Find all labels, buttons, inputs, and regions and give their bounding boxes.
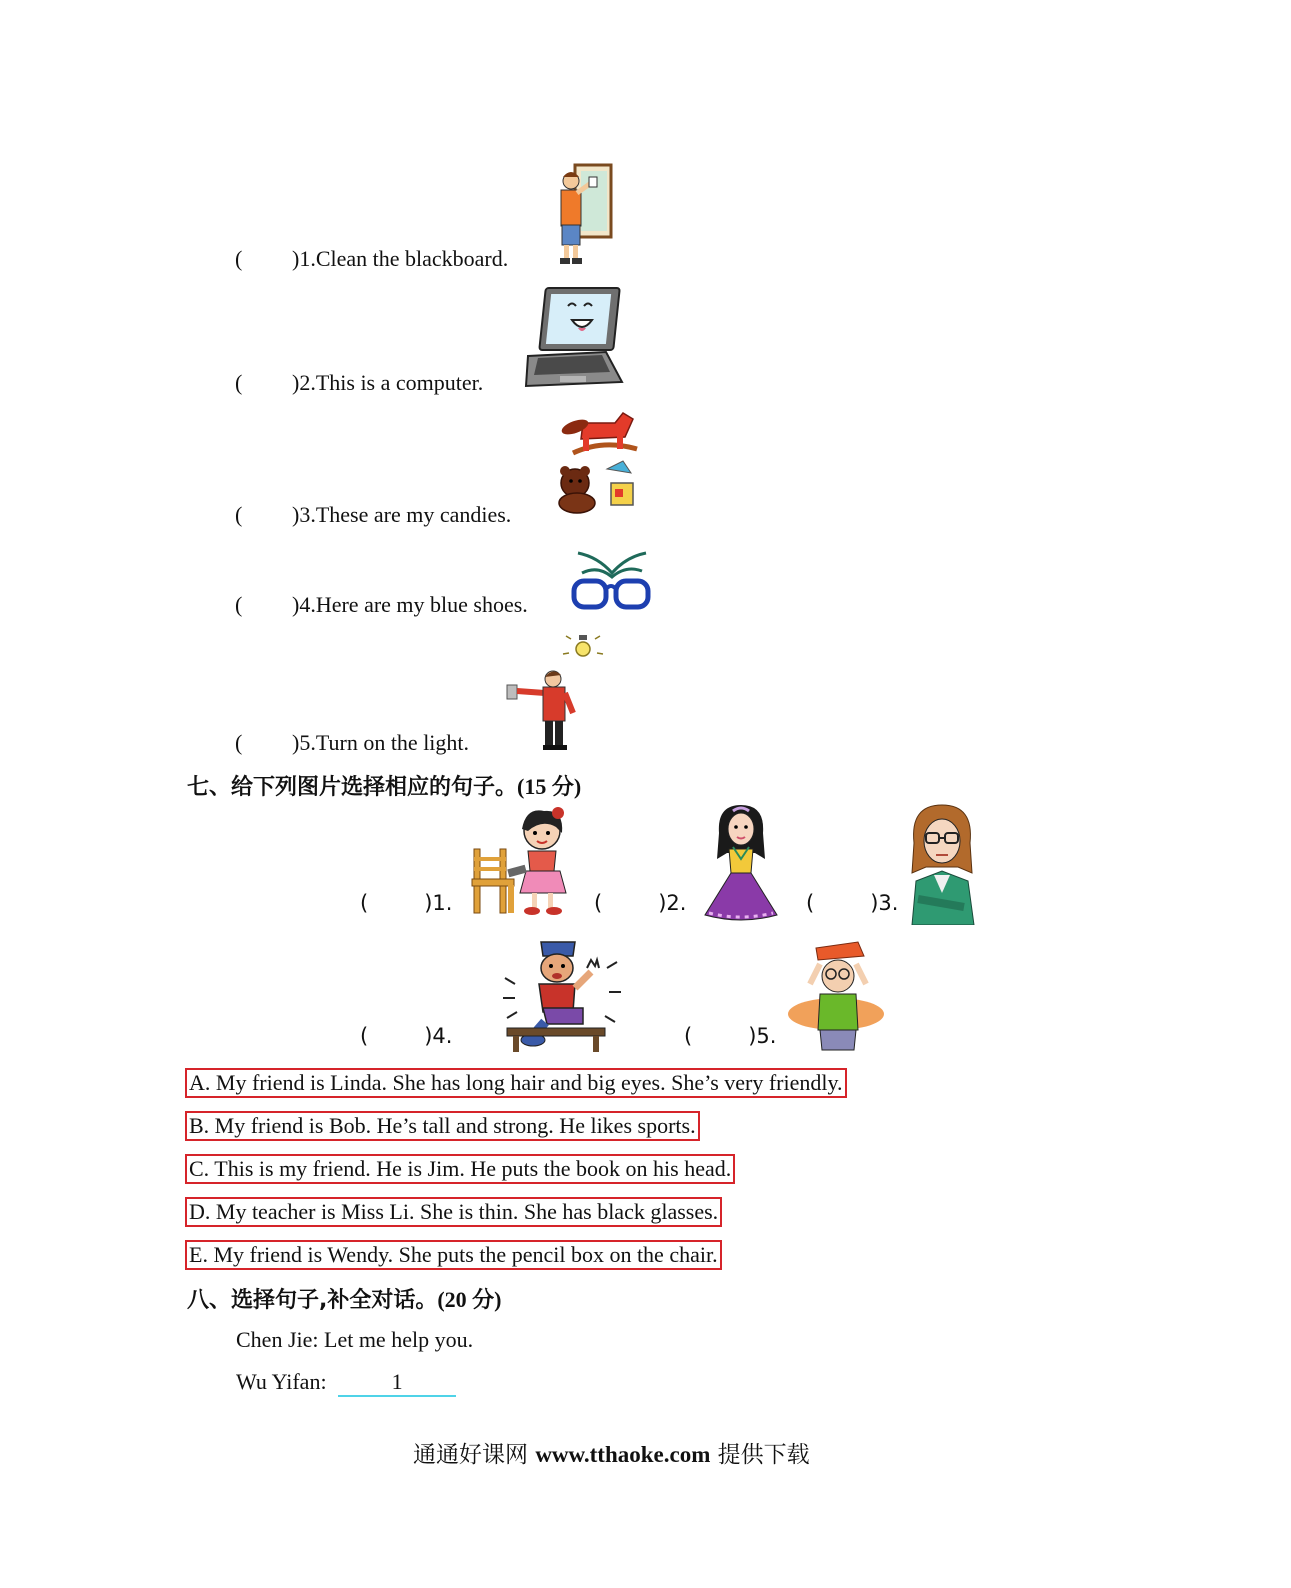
answer-paren: (: [235, 730, 243, 755]
footer-prefix: 通通好课网: [413, 1442, 528, 1468]
answer-paren: (: [594, 891, 603, 915]
item-text: )4.Here are my blue shoes.: [292, 592, 528, 617]
glasses-picture: [568, 547, 654, 613]
speaker: Wu Yifan:: [236, 1369, 327, 1394]
section-title-text: 八、选择句子,补全对话。: [187, 1288, 438, 1313]
answer-paren: (: [360, 891, 369, 915]
footer-suffix: 提供下载: [717, 1442, 810, 1468]
dialog-line-2: [236, 1369, 456, 1397]
answer-paren: (: [360, 1024, 369, 1048]
boy-cleaning-window-picture: [553, 163, 613, 268]
answer-paren: (: [235, 370, 243, 395]
turn-on-light-picture: [505, 635, 605, 753]
speaker: Chen Jie:: [236, 1327, 319, 1352]
boy-jumping-hurdle-picture: [503, 938, 621, 1054]
option-text: B. My friend is Bob. He’s tall and strong. He likes sports.: [189, 1113, 696, 1138]
pic-label-2: [594, 891, 686, 915]
footer-url[interactable]: www.tthaoke.com: [535, 1442, 711, 1467]
pic-label-5: [684, 1024, 776, 1048]
answer-paren: (: [235, 592, 243, 617]
option-b: [185, 1111, 700, 1141]
section-title-text: 七、给下列图片选择相应的句子。: [187, 775, 518, 800]
section-8-title: [187, 1283, 502, 1314]
girl-with-chair-picture: [470, 805, 574, 917]
answer-paren: (: [684, 1024, 693, 1048]
section-7-title: [187, 770, 581, 801]
option-text: E. My friend is Wendy. She puts the pencil box on the chair.: [189, 1242, 718, 1267]
option-e: [185, 1240, 722, 1270]
section-score: (15 分): [517, 774, 582, 799]
answer-paren: (: [806, 891, 815, 915]
woman-with-glasses-picture: [906, 803, 978, 925]
option-text: A. My friend is Linda. She has long hair and big eyes. She’s very friendly.: [189, 1070, 843, 1095]
answer-blank[interactable]: 1: [338, 1369, 456, 1397]
pic-number: )2.: [658, 891, 687, 915]
boy-book-on-head-picture: [788, 938, 888, 1054]
laptop-picture: [522, 286, 624, 390]
option-text: D. My teacher is Miss Li. She is thin. She has black glasses.: [189, 1199, 719, 1224]
toys-picture: [553, 409, 639, 515]
pic-number: )1.: [424, 891, 453, 915]
item-text: )2.This is a computer.: [292, 370, 484, 395]
option-c: [185, 1154, 735, 1184]
dialog-text: Let me help you.: [324, 1327, 474, 1352]
answer-paren: (: [235, 502, 243, 527]
pic-number: )4.: [424, 1024, 453, 1048]
girl-in-dress-picture: [703, 803, 779, 923]
item-text: )5.Turn on the light.: [292, 730, 470, 755]
pic-label-4: [360, 1024, 452, 1048]
pic-number: )3.: [870, 891, 899, 915]
answer-paren: (: [235, 246, 243, 271]
item-text: )3.These are my candies.: [292, 502, 512, 527]
option-a: [185, 1068, 847, 1098]
item-text: )1.Clean the blackboard.: [292, 246, 509, 271]
footer: [413, 1436, 810, 1469]
dialog-line-1: [236, 1327, 473, 1353]
option-d: [185, 1197, 722, 1227]
pic-label-1: [360, 891, 452, 915]
section-score: (20 分): [437, 1287, 502, 1312]
pic-number: )5.: [748, 1024, 777, 1048]
option-text: C. This is my friend. He is Jim. He puts the book on his head.: [189, 1156, 732, 1181]
pic-label-3: [806, 891, 898, 915]
